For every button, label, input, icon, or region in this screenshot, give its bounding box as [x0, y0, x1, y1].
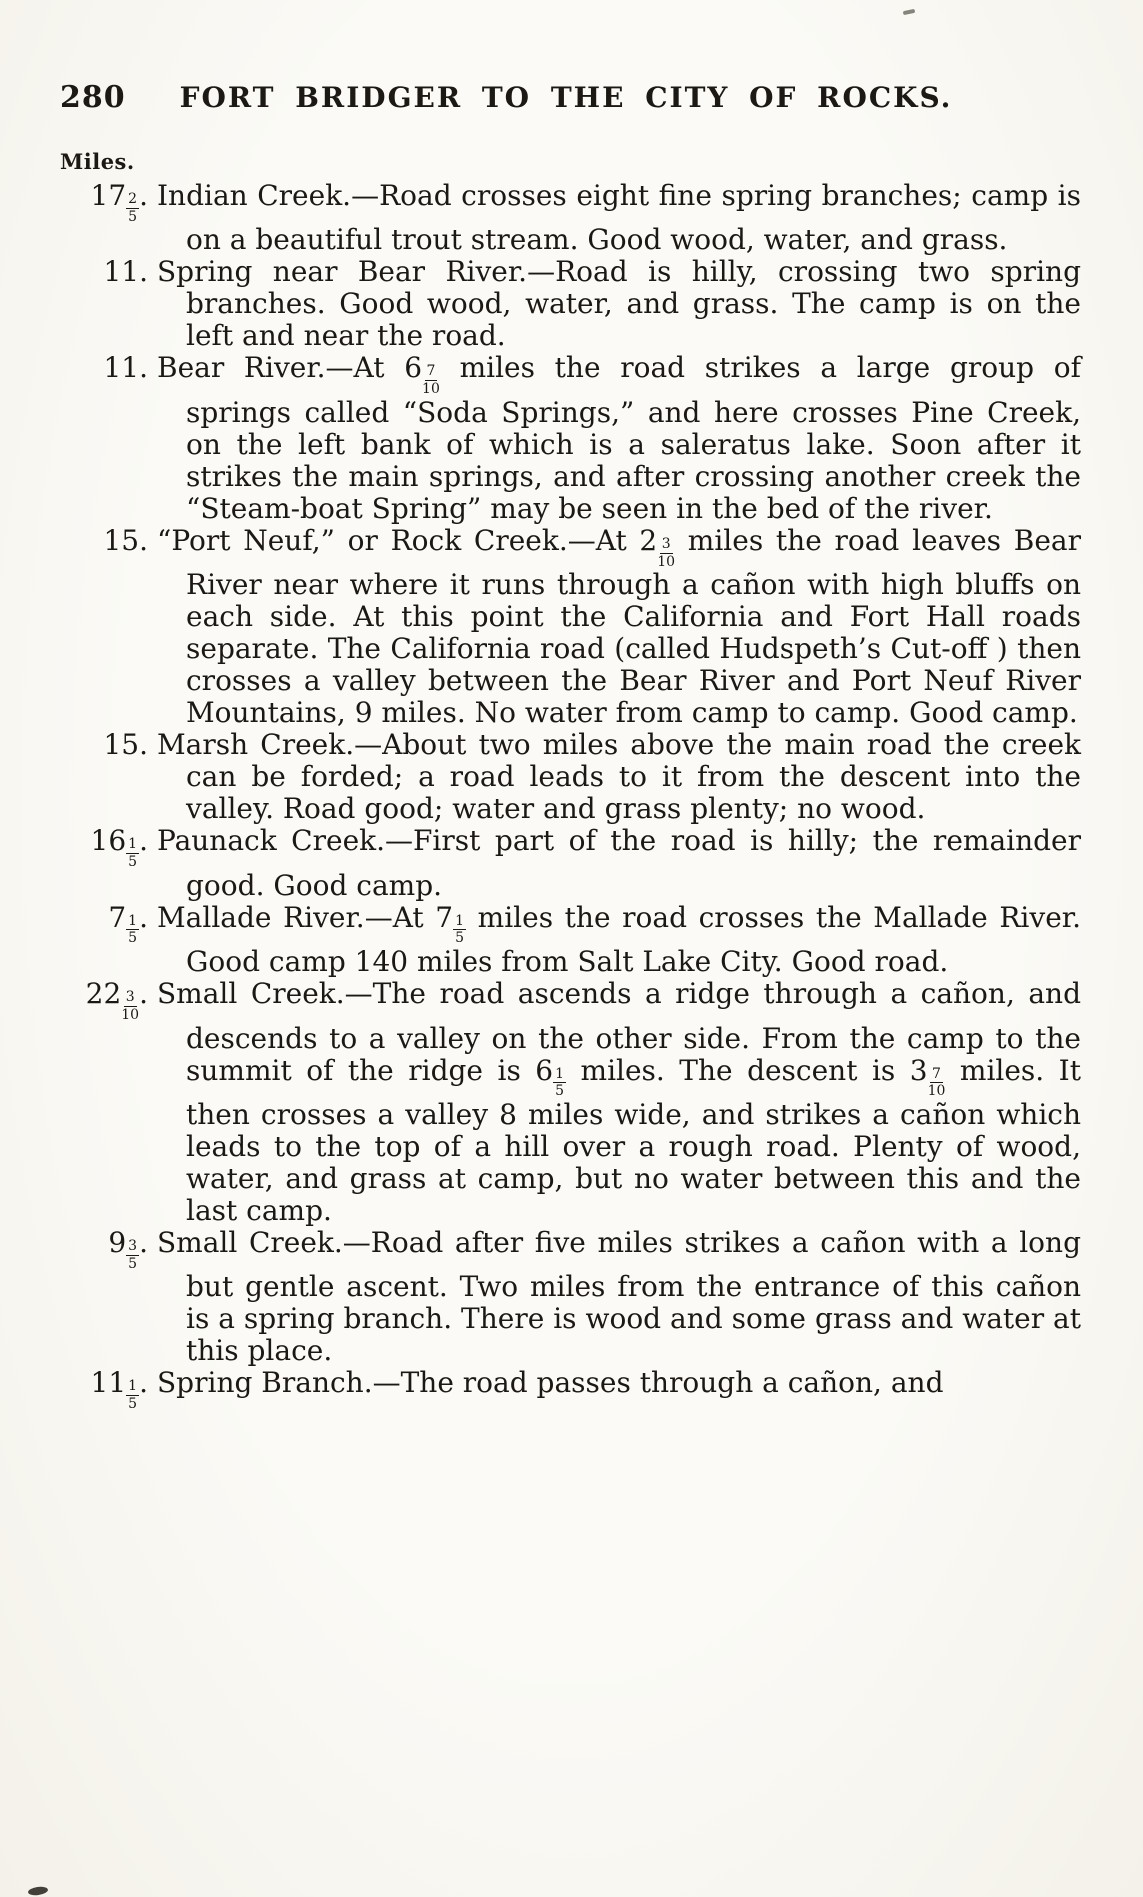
miles-value: 17 $\frac{2}{5}$ . [90, 179, 148, 225]
miles-value: 11 $\frac{1}{5}$ . [90, 1366, 148, 1413]
route-entry [60, 1227, 1081, 1367]
entry-body: Marsh Creek.—About two miles above the main road the creek can be forded; a road leads to it from the descent into the valley. Road good; water and grass plenty; no wood. [157, 728, 1081, 826]
fraction: $\frac{7}{10}$ [422, 363, 440, 398]
miles-value: 15. [103, 728, 148, 762]
route-entry [60, 256, 1081, 352]
fraction: $\frac{1}{5}$ [128, 836, 138, 870]
fraction: $\frac{7}{10}$ [927, 1065, 946, 1100]
entry-body: “Port Neuf,” or Rock Creek.—At 2 $\frac{3}{10}$ miles the road leaves Bear River near where it runs through a cañon with high bluffs on each side. At this point the California and Fort Hall roads separate. The California road (called Hudspeth’s Cut-off ) then crosses a valley between the Bear River and Port Neuf River Mountains, 9 miles. No water from camp to camp. Good camp. [157, 523, 1081, 730]
entry-body: Indian Creek.—Road crosses eight fine spring branches; camp is on a beautiful trout stream. Good wood, water, and grass. [157, 179, 1081, 257]
entry-body: Mallade River.—At 7 $\frac{1}{5}$ miles the road crosses the Mallade River. Good camp 140 miles from Salt Lake City. Good road. [157, 900, 1081, 979]
fraction: $\frac{1}{5}$ [128, 912, 138, 947]
entry-body: Paunack Creek.—First part of the road is hilly; the remainder good. Good camp. [157, 824, 1081, 902]
miles-value: 11. [103, 351, 148, 385]
route-entry [60, 729, 1081, 825]
fraction: $\frac{3}{10}$ [121, 989, 140, 1023]
entry-body: Small Creek.—Road after five miles strikes a cañon with a long but gentle ascent. Two miles from the entrance of this cañon is a spring branch. There is wood and some grass and water at this place. [157, 1225, 1081, 1368]
route-entry [60, 352, 1081, 524]
entry-body: Spring Branch.—The road passes through a cañon, and [157, 1366, 944, 1400]
miles-value: 7 $\frac{1}{5}$ . [108, 900, 148, 947]
miles-value: 9 $\frac{3}{5}$ . [108, 1225, 148, 1272]
route-entry [60, 180, 1081, 256]
fraction: $\frac{1}{5}$ [128, 1378, 138, 1413]
fraction: $\frac{3}{5}$ [128, 1238, 138, 1272]
page-number: 280 [60, 80, 126, 115]
page-header [60, 80, 1081, 115]
route-entry [60, 525, 1081, 729]
route-entry [60, 825, 1081, 901]
miles-value: 15. [103, 523, 148, 557]
route-entry [60, 1367, 1081, 1411]
entry-body: Small Creek.—The road ascends a ridge through a cañon, and descends to a valley on the other side. From the camp to the summit of the ridge is 6 $\frac{1}{5}$ miles. The descent is 3 $\frac{7}{10}$ miles. It then crosses a valley 8 miles wide, and strikes a cañon which leads to the top of a hill over a rough road. Plenty of wood, water, and grass at camp, but no water between this and the last camp. [157, 977, 1081, 1227]
fraction: $\frac{3}{10}$ [657, 535, 676, 570]
route-entry [60, 978, 1081, 1227]
fraction: $\frac{1}{5}$ [555, 1065, 565, 1100]
miles-value: 11. [103, 255, 148, 289]
fraction: $\frac{1}{5}$ [455, 912, 465, 947]
page-title: FORT BRIDGER TO THE CITY OF ROCKS. [179, 81, 953, 114]
entry-body: Spring near Bear River.—Road is hilly, crossing two spring branches. Good wood, water, and grass. The camp is on the left and near the road. [157, 255, 1081, 353]
miles-value: 22 $\frac{3}{10}$ . [85, 977, 148, 1023]
miles-column-label: Miles. [60, 149, 135, 174]
scan-artifact-bottom [28, 1886, 49, 1897]
route-entry [60, 902, 1081, 978]
entry-body: Bear River.—At 6 $\frac{7}{10}$ miles the road strikes a large group of springs called “Soda Springs,” and here crosses Pine Creek, on the left bank of which is a saleratus lake. Soon after it strikes the main springs, and after crossing another creek the “Steam-boat Spring” may be seen in the bed of the river. [157, 351, 1081, 525]
miles-value: 16 $\frac{1}{5}$ . [90, 824, 148, 870]
fraction: $\frac{2}{5}$ [128, 191, 138, 225]
route-entries-list [60, 180, 1081, 1412]
